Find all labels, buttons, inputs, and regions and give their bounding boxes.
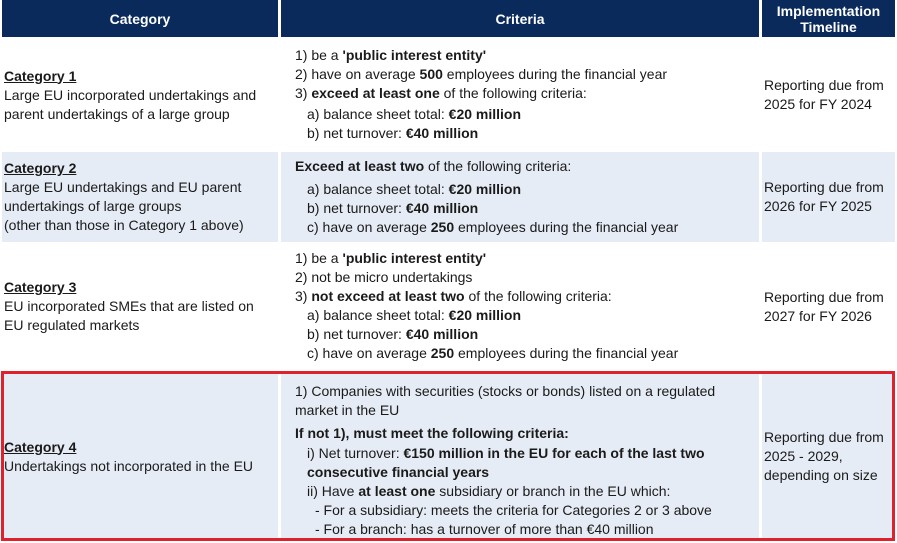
- criteria-bold-text: €20 million: [448, 307, 522, 323]
- row3-timeline-cell: [764, 244, 897, 369]
- criteria-bold-text: 250: [430, 345, 455, 361]
- criteria-line: [295, 157, 760, 176]
- header-criteria-label: Criteria: [495, 10, 545, 27]
- header-timeline-line2: Timeline: [800, 18, 857, 35]
- row4-timeline-line: Reporting due from: [764, 429, 884, 445]
- row1-timeline-cell: [764, 40, 897, 150]
- criteria-text: c) have on average: [307, 219, 431, 235]
- criteria-text: - For a subsidiary: meets the criteria for Categories 2 or 3 above: [315, 501, 712, 518]
- criteria-line: [295, 520, 760, 539]
- header-category: [2, 0, 278, 37]
- row3-criteria-cell: [295, 249, 760, 363]
- criteria-line: [295, 424, 760, 443]
- criteria-line: [295, 180, 760, 199]
- row3-category-title: Category 3: [4, 279, 77, 295]
- row4-timeline-line: depending on size: [764, 467, 878, 483]
- row1-category-title: Category 1: [4, 67, 77, 84]
- row3-timeline-line: Reporting due from: [764, 288, 884, 305]
- header-timeline: [762, 0, 895, 37]
- criteria-text: subsidiary or branch in the EU which:: [435, 482, 671, 499]
- criteria-line: [295, 401, 760, 420]
- criteria-line: [295, 65, 760, 84]
- criteria-text: employees during the financial year: [454, 345, 679, 361]
- criteria-bold-text: consecutive financial years: [307, 464, 490, 481]
- row2-criteria-cell: [295, 157, 760, 237]
- row3-category-cell: [4, 244, 278, 369]
- row1-criteria-cell: [295, 46, 760, 143]
- criteria-line: [295, 287, 760, 306]
- row2-category-cell: [2, 152, 278, 242]
- row4-timeline-line: 2025 - 2029,: [764, 448, 843, 464]
- criteria-bold-text: at least one: [358, 482, 436, 499]
- row3-desc-line: EU incorporated SMEs that are listed on: [4, 298, 254, 314]
- row1-desc-line: parent undertakings of a large group: [4, 105, 230, 122]
- criteria-text: i) Net turnover:: [307, 445, 404, 462]
- header-timeline-line1: Implementation: [776, 2, 881, 19]
- criteria-bold-text: 'public interest entity': [342, 47, 487, 63]
- row1-desc-line: Large EU incorporated undertakings and: [4, 86, 257, 103]
- criteria-bold-text: €40 million: [405, 200, 479, 216]
- row1-category-cell: [4, 40, 278, 150]
- criteria-text: 1) be a: [295, 250, 343, 266]
- criteria-line: [295, 249, 760, 268]
- criteria-line: [295, 218, 760, 237]
- row2-category-title: Category 2: [4, 160, 77, 176]
- criteria-bold-text: If not 1), must meet the following criteria:: [295, 424, 569, 441]
- criteria-text: a) balance sheet total:: [307, 181, 449, 197]
- criteria-line: [295, 306, 760, 325]
- criteria-bold-text: €150 million in the EU for each of the last two: [403, 445, 705, 462]
- criteria-line: [295, 84, 760, 103]
- criteria-line: [295, 325, 760, 344]
- criteria-line: [295, 124, 760, 143]
- row3-timeline-line: 2027 for FY 2026: [764, 307, 872, 324]
- criteria-bold-text: not exceed at least two: [311, 288, 465, 304]
- criteria-text: employees during the financial year: [442, 66, 668, 82]
- criteria-text: of the following criteria:: [424, 158, 572, 174]
- criteria-text: - For a branch: has a turnover of more than €40 million: [315, 520, 654, 537]
- criteria-text: of the following criteria:: [439, 85, 587, 101]
- criteria-text: a) balance sheet total:: [307, 307, 449, 323]
- row2-timeline-line: Reporting due from: [764, 179, 884, 195]
- row4-category-title: Category 4: [4, 438, 77, 455]
- header-category-label: Category: [109, 10, 171, 27]
- criteria-line: [295, 344, 760, 363]
- criteria-text: 2) have on average: [295, 66, 420, 82]
- criteria-text: 2) not be micro undertakings: [295, 269, 473, 285]
- criteria-text: 1) Companies with securities (stocks or bonds) listed on a regulated: [295, 383, 716, 399]
- criteria-bold-text: exceed at least one: [311, 85, 440, 101]
- row1-timeline-line: Reporting due from: [764, 77, 884, 93]
- criteria-line: [295, 382, 760, 401]
- row1-timeline-line: 2025 for FY 2024: [764, 96, 872, 112]
- criteria-text: c) have on average: [307, 345, 431, 361]
- row4-criteria-cell: [295, 382, 760, 538]
- criteria-text: of the following criteria:: [464, 288, 612, 304]
- row4-timeline-cell: [762, 373, 895, 540]
- row2-desc-line: (other than those in Category 1 above): [4, 217, 244, 233]
- criteria-text: 3): [295, 85, 312, 101]
- row3-desc-line: EU regulated markets: [4, 317, 140, 333]
- criteria-text: market in the EU: [295, 401, 400, 418]
- criteria-line: [295, 46, 760, 65]
- criteria-line: [295, 463, 760, 482]
- criteria-line: [295, 199, 760, 218]
- row4-desc-line: Undertakings not incorporated in the EU: [4, 457, 254, 474]
- criteria-text: 3): [295, 288, 312, 304]
- criteria-text: b) net turnover:: [307, 200, 406, 216]
- criteria-line: [295, 268, 760, 287]
- criteria-text: 1) be a: [295, 47, 343, 63]
- criteria-bold-text: 250: [430, 219, 455, 235]
- row2-desc-line: undertakings of large groups: [4, 198, 182, 214]
- criteria-text: b) net turnover:: [307, 326, 406, 342]
- criteria-bold-text: €40 million: [405, 326, 479, 342]
- criteria-bold-text: 'public interest entity': [342, 250, 487, 266]
- criteria-text: ii) Have: [307, 482, 359, 499]
- criteria-line: [295, 501, 760, 520]
- row2-timeline-cell: [762, 152, 895, 242]
- criteria-text: a) balance sheet total:: [307, 106, 449, 122]
- criteria-text: employees during the financial year: [454, 219, 679, 235]
- criteria-text: b) net turnover:: [307, 125, 406, 141]
- row4-category-cell: [2, 373, 278, 540]
- criteria-bold-text: €20 million: [448, 181, 522, 197]
- criteria-line: [295, 444, 760, 463]
- criteria-bold-text: €20 million: [448, 106, 522, 122]
- criteria-line: [295, 482, 760, 501]
- header-criteria: [281, 0, 759, 37]
- row2-desc-line: Large EU undertakings and EU parent: [4, 179, 242, 195]
- criteria-line: [295, 105, 760, 124]
- criteria-bold-text: 500: [419, 66, 443, 82]
- criteria-bold-text: €40 million: [405, 125, 479, 141]
- row2-timeline-line: 2026 for FY 2025: [764, 198, 872, 214]
- criteria-bold-text: Exceed at least two: [295, 158, 425, 174]
